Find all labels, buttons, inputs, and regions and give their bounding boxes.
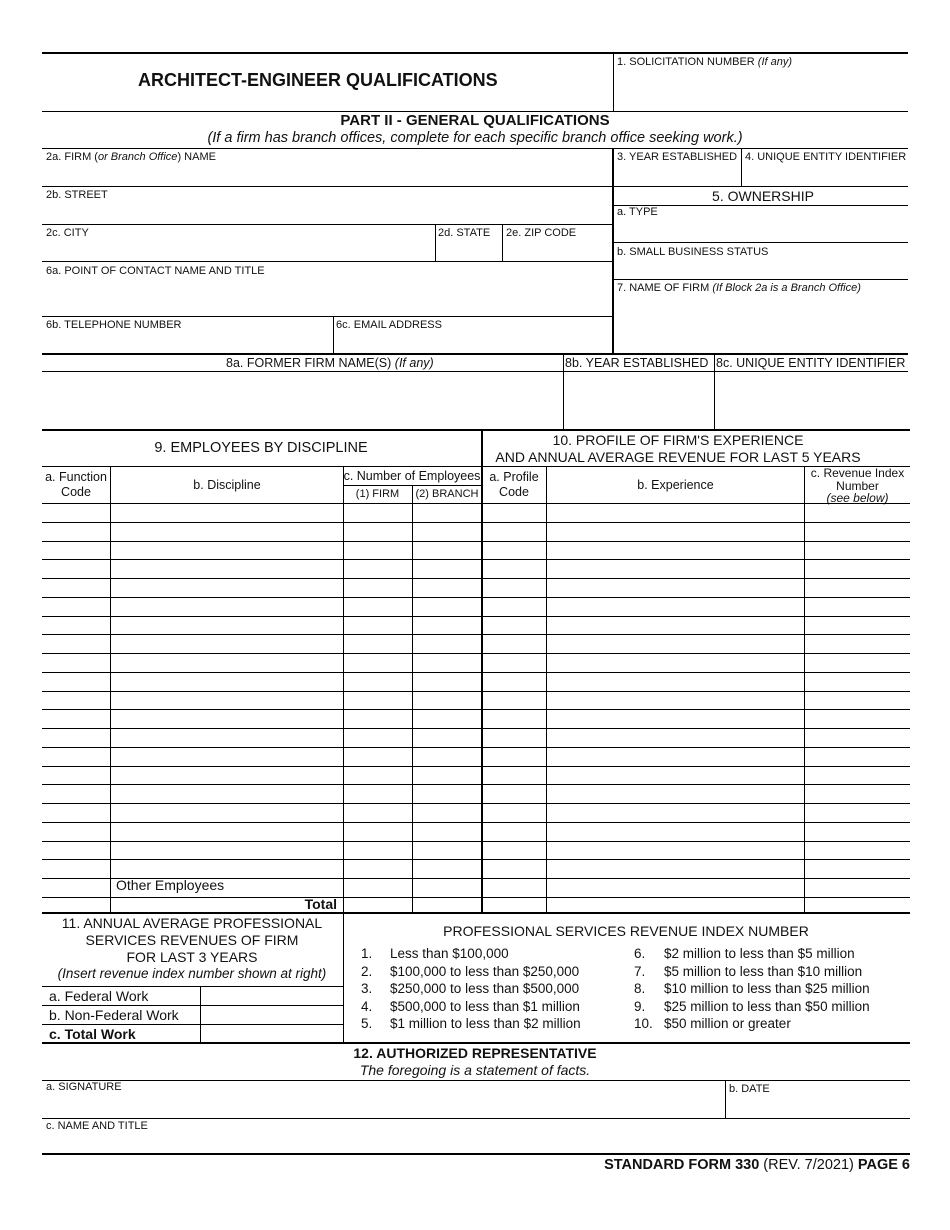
firm-count-header: (1) FIRM: [355, 488, 400, 500]
state-label: 2d. STATE: [438, 227, 491, 239]
revenue-index-header-1: c. Revenue Index: [810, 466, 905, 480]
table-row-line: [42, 672, 910, 673]
email-label: 6c. EMAIL ADDRESS: [336, 319, 442, 331]
city-field[interactable]: [42, 240, 434, 261]
date-field[interactable]: [726, 1096, 910, 1118]
small-business-field[interactable]: [614, 259, 908, 278]
table-row-line: [42, 597, 910, 598]
table-column-line: [804, 466, 805, 912]
table-row-line: [42, 784, 910, 785]
revenue-index-number: 6.: [634, 946, 646, 961]
firm-name-field[interactable]: [42, 164, 611, 186]
table-row-line: [42, 691, 910, 692]
poc-field[interactable]: [42, 278, 611, 316]
table-row-line: [42, 841, 910, 842]
non-federal-work-field[interactable]: [201, 1006, 342, 1023]
name-title-field[interactable]: [42, 1133, 910, 1153]
revenue-index-title: PROFESSIONAL SERVICES REVENUE INDEX NUMBER: [443, 923, 809, 939]
date-label: b. DATE: [729, 1083, 770, 1095]
profile-code-header-2: Code: [499, 485, 529, 499]
ownership-type-label: a. TYPE: [617, 206, 658, 218]
table-row-line: [42, 541, 910, 542]
firm-name-label: 2a. FIRM (or Branch Office) NAME: [46, 151, 216, 163]
table-column-line: [343, 466, 344, 912]
table-row-line: [42, 728, 910, 729]
ownership-title: 5. OWNERSHIP: [712, 188, 814, 204]
total-work-label: c. Total Work: [49, 1026, 136, 1042]
revenue-index-number: 7.: [634, 963, 646, 979]
total-label: Total: [304, 896, 337, 912]
non-federal-work-label: b. Non-Federal Work: [49, 1007, 179, 1023]
former-uei-label: 8c. UNIQUE ENTITY IDENTIFIER: [716, 356, 906, 370]
table-row-line: [42, 803, 910, 804]
table-row-line: [42, 559, 910, 560]
branch-name-label: 7. NAME OF FIRM (If Block 2a is a Branch Office): [617, 282, 861, 294]
section9-title: 9. EMPLOYEES BY DISCIPLINE: [154, 440, 368, 456]
section12-title: 12. AUTHORIZED REPRESENTATIVE: [353, 1045, 597, 1061]
section11-title-3: FOR LAST 3 YEARS: [126, 949, 258, 965]
uei-field[interactable]: [742, 164, 908, 186]
street-label: 2b. STREET: [46, 189, 108, 201]
revenue-index-header-2: Number: [836, 479, 879, 493]
form-footer: [604, 1157, 910, 1173]
signature-field[interactable]: [42, 1094, 724, 1118]
table-row-line: [42, 503, 910, 504]
phone-field[interactable]: [42, 332, 332, 352]
former-uei-field[interactable]: [715, 372, 908, 429]
table-row-line: [42, 578, 910, 579]
page-number: PAGE 6: [857, 1157, 910, 1173]
function-code-header-1: a. Function: [45, 470, 107, 484]
revenue-index-range: $100,000 to less than $250,000: [390, 963, 580, 979]
section11-title-2: SERVICES REVENUES OF FIRM: [85, 932, 299, 948]
total-work-field[interactable]: [201, 1025, 342, 1042]
revenue-index-range: $500,000 to less than $1 million: [390, 998, 580, 1014]
revenue-index-header-3: (see below): [826, 491, 889, 505]
table-row-line: [42, 709, 910, 710]
section12-subtitle: The foregoing is a statement of facts.: [359, 1062, 591, 1078]
state-field[interactable]: [436, 240, 501, 261]
signature-label: a. SIGNATURE: [46, 1081, 122, 1093]
table-row-line: [42, 653, 910, 654]
form-name: STANDARD FORM 330: [604, 1157, 760, 1173]
table-row-line: [42, 747, 910, 748]
name-title-label: c. NAME AND TITLE: [46, 1120, 148, 1132]
branch-name-field[interactable]: [614, 296, 908, 352]
uei-label: 4. UNIQUE ENTITY IDENTIFIER: [745, 151, 907, 163]
zip-field[interactable]: [503, 240, 611, 261]
revenue-index-range: $50 million or greater: [664, 1016, 791, 1031]
revenue-index-range: $25 million to less than $50 million: [664, 998, 870, 1014]
revenue-index-range: $10 million to less than $25 million: [664, 981, 870, 996]
small-business-label: b. SMALL BUSINESS STATUS: [617, 246, 769, 258]
section10-title-1: 10. PROFILE OF FIRM'S EXPERIENCE: [552, 432, 804, 448]
section10-title-2: AND ANNUAL AVERAGE REVENUE FOR LAST 5 YEARS: [495, 449, 861, 465]
street-field[interactable]: [42, 202, 611, 224]
table-row-line: [42, 822, 910, 823]
former-year-field[interactable]: [564, 372, 713, 429]
section11-title-1: 11. ANNUAL AVERAGE PROFESSIONAL: [61, 915, 323, 931]
part-subtitle: (If a firm has branch offices, complete for each specific branch office seeking work.): [207, 130, 743, 146]
city-label: 2c. CITY: [46, 227, 89, 239]
function-code-header-2: Code: [61, 485, 91, 499]
table-row-line: [42, 766, 910, 767]
discipline-header: b. Discipline: [193, 478, 261, 492]
revenue-index-number: 5.: [361, 1016, 373, 1031]
revenue-index-range: $5 million to less than $10 million: [664, 963, 863, 979]
revenue-index-number: 9.: [634, 998, 646, 1014]
table-row-line: [42, 616, 910, 617]
federal-work-label: a. Federal Work: [49, 988, 149, 1004]
branch-count-header: (2) BRANCH: [415, 488, 479, 500]
table-row-line: [42, 522, 910, 523]
table-row-line: [42, 634, 910, 635]
revenue-index-number: 2.: [361, 963, 373, 979]
table-column-line: [546, 466, 547, 912]
former-year-label: 8b. YEAR ESTABLISHED: [565, 356, 709, 370]
former-name-label: 8a. FORMER FIRM NAME(S) (If any): [226, 356, 434, 370]
former-name-field[interactable]: [42, 372, 562, 429]
year-established-field[interactable]: [614, 164, 740, 186]
revenue-index-number: 4.: [361, 998, 373, 1014]
phone-label: 6b. TELEPHONE NUMBER: [46, 319, 182, 331]
table-column-line: [412, 485, 413, 912]
other-employees-label: Other Employees: [116, 877, 225, 893]
form-title: ARCHITECT-ENGINEER QUALIFICATIONS: [138, 70, 498, 90]
revenue-index-range: $250,000 to less than $500,000: [390, 981, 580, 996]
profile-code-header-1: a. Profile: [489, 470, 539, 484]
part-title: PART II - GENERAL QUALIFICATIONS: [340, 112, 610, 129]
revenue-index-number: 3.: [361, 981, 373, 996]
federal-work-field[interactable]: [201, 987, 342, 1004]
revenue-index-range: $1 million to less than $2 million: [390, 1016, 581, 1031]
revenue-index-number: 10.: [634, 1016, 653, 1031]
year-established-label: 3. YEAR ESTABLISHED: [617, 151, 738, 163]
section11-note: (Insert revenue index number shown at right): [57, 966, 327, 981]
revenue-index-number: 1.: [361, 946, 373, 961]
solicitation-label: 1. SOLICITATION NUMBER (If any): [617, 56, 793, 68]
poc-label: 6a. POINT OF CONTACT NAME AND TITLE: [46, 265, 265, 277]
email-field[interactable]: [334, 332, 611, 352]
number-employees-header: c. Number of Employees: [343, 469, 481, 483]
table-row-line: [42, 859, 910, 860]
ownership-type-field[interactable]: [614, 219, 908, 241]
revenue-index-number: 8.: [634, 981, 646, 996]
revenue-index-range: Less than $100,000: [390, 946, 509, 961]
experience-header: b. Experience: [637, 478, 714, 492]
zip-label: 2e. ZIP CODE: [506, 227, 577, 239]
table-column-line: [110, 466, 111, 912]
revenue-index-range: $2 million to less than $5 million: [664, 946, 855, 961]
solicitation-number-field[interactable]: [614, 72, 908, 110]
form-revision: (REV. 7/2021): [759, 1157, 858, 1173]
